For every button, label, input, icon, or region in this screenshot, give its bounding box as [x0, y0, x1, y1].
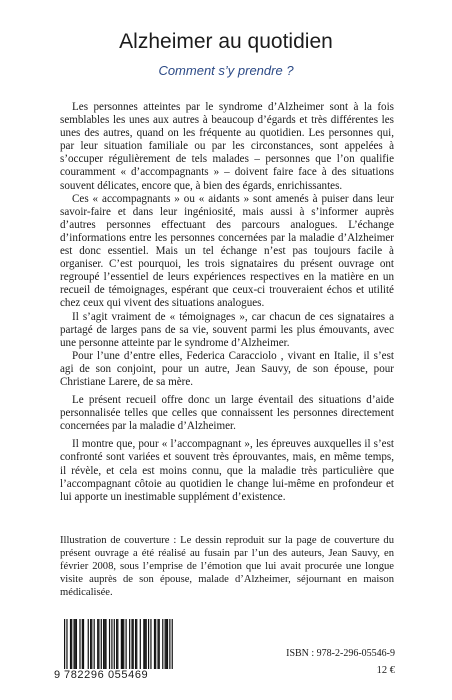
price: 12 €: [376, 665, 395, 676]
barcode-number: [54, 669, 174, 681]
illustration-credit: [60, 534, 394, 599]
summary-paragraph: Ces « accompagnants » ou « aidants » sont amenés à puiser dans leur savoir-faire et dans leur ingéniosité, mais aussi à s’informer auprès d’autres personnes effectuant des parcours analogues. L’échange d’informations entre les personnes concernées par la maladie d’Alzheimer est donc essentiel. Mais un tel échange n’est pas toujours facile à organiser. C’est pourquoi, les trois signataires du présent ouvrage ont regroupé l’essentiel de leurs expériences respectives en la matière en un recueil de témoignages, espérant que ceux-ci trouveraient échos et utilité chez ceux qui vivent des situations analogues.: [60, 192, 394, 310]
summary-paragraph: Il s’agit vraiment de « témoignages », car chacun de ces signataires a partagé de larges pans de sa vie, souvent parmi les plus émouvants, avec une personne atteinte par le syndrome d’Alzheimer.: [60, 310, 394, 349]
illustration-credit-text: Illustration de couverture : Le dessin reproduit sur la page de couverture du présent ouvrage a été réalisé au fusain par l’un des auteurs, Jean Sauvy, en février 2008, sous l’emprise de l’émotion que lui avait procurée une longue visite auprès de son épouse, malade d’Alzheimer, séjournant en maison médicalisée.: [60, 535, 394, 598]
summary-paragraph: Le présent recueil offre donc un large éventail des situations d’aide personnalisée telles que celles que connaissent les personnes directement concernées par la maladie d’Alzheimer.: [60, 394, 394, 433]
summary-paragraph: Il montre que, pour « l’accompagnant », les épreuves auxquelles il s’est confronté sont variées et souvent très éprouvantes, mais, en même temps, il révèle, et cela est moins connu, que la maladie très particulière que l’accompagnant côtoie au quotidien le change lui-même en profondeur et lui apporte un inestimable supplément d’existence.: [60, 438, 394, 503]
summary-paragraph: Les personnes atteintes par le syndrome d’Alzheimer sont à la fois semblables les unes aux autres à beaucoup d’égards et très différentes les unes des autres, quand on les fréquente au quotidien. Les personnes qui, par leur situation familiale ou par les circonstances, sont appelées à s’occuper régulièrement de tels malades – personnes que l’on qualifie couramment « d’accompagnants » – doivent faire face à des situations souvent délicates, encore que, à bien des égards, enrichissantes.: [60, 101, 394, 192]
barcode-block: [54, 619, 174, 681]
isbn: ISBN : 978-2-296-05546-9: [286, 648, 395, 659]
summary-paragraph: Pour l’une d’entre elles, Federica Caracciolo , vivant en Italie, il s’est agi de son conjoint, pour un autre, Jean Sauvy, de son épouse, pour Christiane Larere, de sa mère.: [60, 349, 394, 388]
barcode-first-digit: 9: [54, 669, 61, 681]
back-cover-summary: [60, 101, 394, 504]
book-title: Alzheimer au quotidien: [119, 30, 333, 53]
barcode-image: [64, 619, 174, 669]
book-subtitle: Comment s’y prendre ?: [158, 63, 294, 78]
barcode-digits: 782296 055469: [64, 669, 149, 681]
